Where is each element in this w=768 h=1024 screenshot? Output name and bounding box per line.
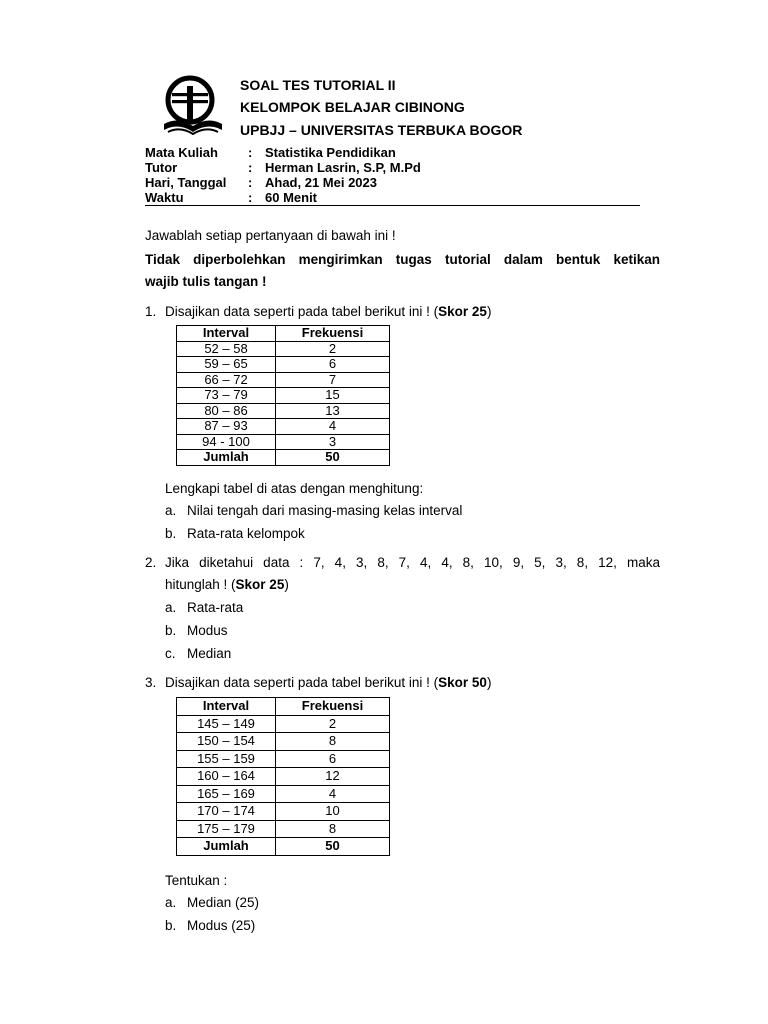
- table-cell: 87 – 93: [177, 419, 276, 435]
- table-cell: 12: [276, 768, 390, 786]
- meta-colon: :: [248, 145, 253, 160]
- sub-item-letter: c.: [165, 646, 176, 661]
- table-row: [177, 434, 390, 450]
- table-cell: 155 – 159: [177, 750, 276, 768]
- meta-label-tutor: Tutor: [145, 160, 178, 175]
- table-header-frequency: Frekuensi: [276, 326, 390, 342]
- table-cell: 175 – 179: [177, 820, 276, 838]
- meta-value-tutor: Herman Lasrin, S.P, M.Pd: [265, 160, 421, 175]
- sub-item-letter: a.: [165, 600, 177, 615]
- sub-item-text: Rata-rata kelompok: [187, 526, 305, 541]
- table-row: [177, 768, 390, 786]
- table-cell: 7: [276, 372, 390, 388]
- question-number: 3.: [145, 675, 157, 690]
- question-1-instruction: Lengkapi tabel di atas dengan menghitung:: [165, 481, 424, 496]
- header-group: KELOMPOK BELAJAR CIBINONG: [240, 99, 465, 115]
- table-cell: 3: [276, 434, 390, 450]
- question-3-text: Disajikan data seperti pada tabel berikut ini ! (Skor 50): [165, 675, 492, 690]
- table-cell: 160 – 164: [177, 768, 276, 786]
- table-cell: 59 – 65: [177, 357, 276, 373]
- table-cell: 6: [276, 750, 390, 768]
- sub-item-text: Median: [187, 646, 232, 661]
- header-title: SOAL TES TUTORIAL II: [240, 77, 396, 93]
- table-row: [177, 750, 390, 768]
- table-cell: 50: [276, 838, 390, 856]
- table-row: [177, 341, 390, 357]
- question-2-text: Jika diketahui data : 7, 4, 3, 8, 7, 4, 4, 8, 10, 9, 5, 3, 8, 12, maka: [165, 555, 660, 570]
- table-row: [177, 403, 390, 419]
- ut-logo-icon: [160, 74, 228, 142]
- question-number: 1.: [145, 304, 157, 319]
- table-total-row: [177, 450, 390, 466]
- table-cell: 4: [276, 419, 390, 435]
- table-row: [177, 820, 390, 838]
- instruction-line: Jawablah setiap pertanyaan di bawah ini !: [145, 228, 396, 243]
- table-cell: 8: [276, 733, 390, 751]
- instruction-warning: Tidak diperbolehkan mengirimkan tugas tutorial dalam bentuk ketikan: [145, 252, 660, 267]
- table-cell: 170 – 174: [177, 803, 276, 821]
- table-cell: 8: [276, 820, 390, 838]
- question-3-score: Skor 50: [438, 675, 487, 690]
- table-cell: 73 – 79: [177, 388, 276, 404]
- question-2-score: Skor 25: [235, 577, 285, 592]
- table-row: [177, 419, 390, 435]
- meta-value-date: Ahad, 21 Mei 2023: [265, 175, 377, 190]
- table-header-row: [177, 326, 390, 342]
- meta-colon: :: [248, 160, 253, 175]
- table-cell: 66 – 72: [177, 372, 276, 388]
- table-cell: 94 - 100: [177, 434, 276, 450]
- table-cell: 50: [276, 450, 390, 466]
- sub-item-letter: a.: [165, 895, 177, 910]
- table-cell: 165 – 169: [177, 785, 276, 803]
- table-row: [177, 785, 390, 803]
- table-row: [177, 357, 390, 373]
- table-header-interval: Interval: [177, 698, 276, 716]
- table-cell: 52 – 58: [177, 341, 276, 357]
- table-cell: Jumlah: [177, 450, 276, 466]
- table-header-row: [177, 698, 390, 716]
- question-3-instruction: Tentukan :: [165, 873, 228, 888]
- sub-item-text: Nilai tengah dari masing-masing kelas interval: [187, 503, 463, 518]
- sub-item-letter: b.: [165, 526, 177, 541]
- table-row: [177, 715, 390, 733]
- meta-colon: :: [248, 175, 253, 190]
- sub-item-letter: b.: [165, 918, 177, 933]
- sub-item-letter: a.: [165, 503, 177, 518]
- question-1-score: Skor 25: [438, 304, 487, 319]
- meta-label-course: Mata Kuliah: [145, 145, 218, 160]
- table-cell: 150 – 154: [177, 733, 276, 751]
- sub-item-text: Rata-rata: [187, 600, 244, 615]
- meta-colon: :: [248, 190, 253, 205]
- table-cell: 80 – 86: [177, 403, 276, 419]
- table-header-frequency: Frekuensi: [276, 698, 390, 716]
- meta-value-course: Statistika Pendidikan: [265, 145, 396, 160]
- table-row: [177, 803, 390, 821]
- table-cell: 15: [276, 388, 390, 404]
- table-total-row: [177, 838, 390, 856]
- header-divider: [145, 205, 640, 206]
- table-cell: 4: [276, 785, 390, 803]
- meta-value-time: 60 Menit: [265, 190, 318, 205]
- instruction-warning-cont: wajib tulis tangan !: [145, 274, 267, 289]
- table-cell: 6: [276, 357, 390, 373]
- header-university: UPBJJ – UNIVERSITAS TERBUKA BOGOR: [240, 122, 523, 138]
- sub-item-text: Modus (25): [187, 918, 256, 933]
- sub-item-letter: b.: [165, 623, 177, 638]
- table-cell: Jumlah: [177, 838, 276, 856]
- question-number: 2.: [145, 555, 157, 570]
- sub-item-text: Modus: [187, 623, 228, 638]
- sub-item-text: Median (25): [187, 895, 260, 910]
- table-cell: 2: [276, 715, 390, 733]
- meta-label-date: Hari, Tanggal: [145, 175, 227, 190]
- table-cell: 10: [276, 803, 390, 821]
- question-1-text: Disajikan data seperti pada tabel berikut ini ! (Skor 25): [165, 304, 492, 319]
- table-cell: 13: [276, 403, 390, 419]
- table-row: [177, 733, 390, 751]
- question-2-text-cont: hitunglah ! (Skor 25): [165, 577, 289, 592]
- meta-label-time: Waktu: [145, 190, 184, 205]
- table-cell: 145 – 149: [177, 715, 276, 733]
- table-cell: 2: [276, 341, 390, 357]
- table-row: [177, 388, 390, 404]
- table-row: [177, 372, 390, 388]
- frequency-table-1: [176, 325, 390, 466]
- table-header-interval: Interval: [177, 326, 276, 342]
- frequency-table-2: [176, 697, 390, 856]
